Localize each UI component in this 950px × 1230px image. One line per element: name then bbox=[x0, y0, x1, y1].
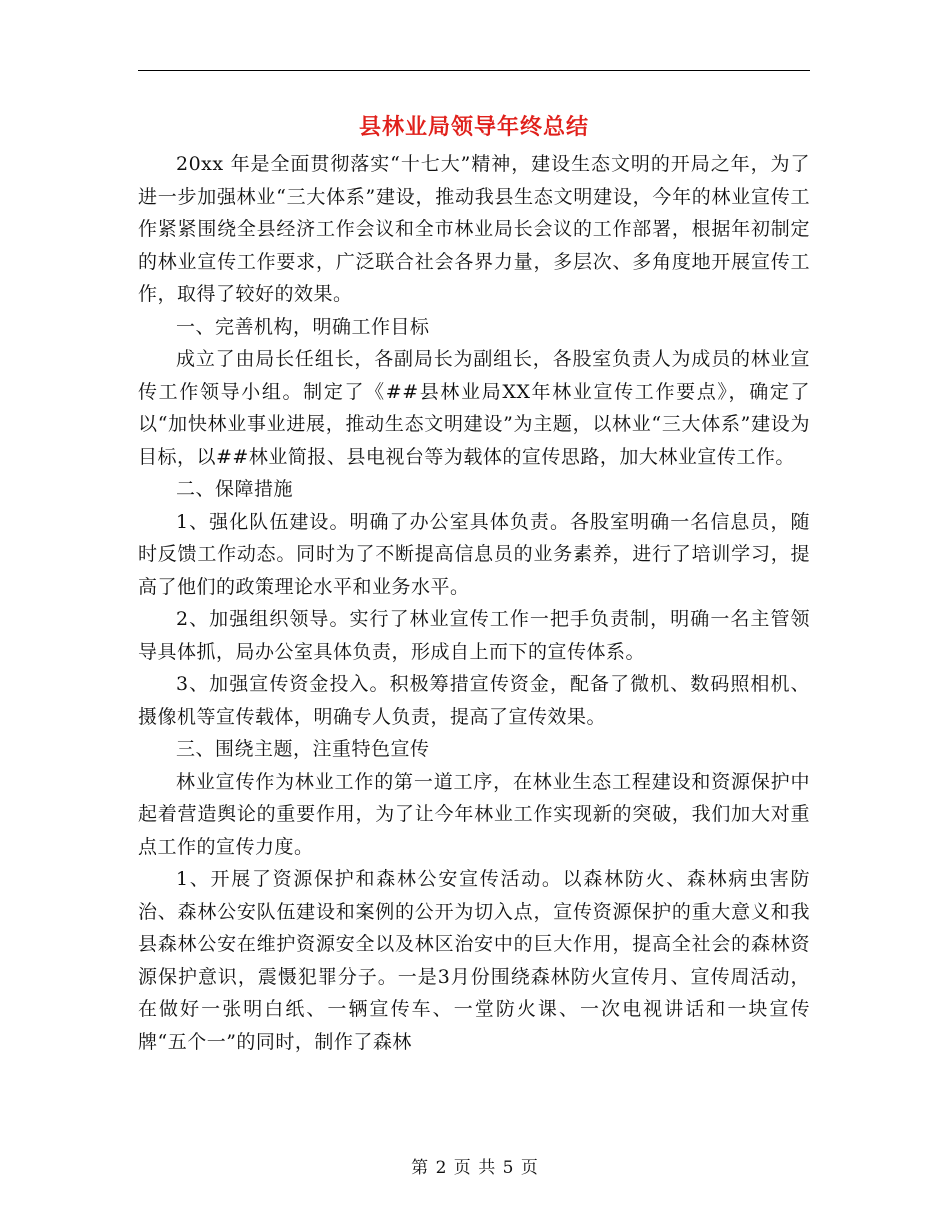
header-rule bbox=[138, 70, 810, 71]
paragraph-activity-1: 1、开展了资源保护和森林公安宣传活动。以森林防火、森林病虫害防治、森林公安队伍建设和案例的公开为切入点，宣传资源保护的重大意义和我县森林公安在维护资源安全以及林区治安中的巨大作用，提高全社会的森林资源保护意识，震慑犯罪分子。一是3月份围绕森林防火宣传月、宣传周活动，在做好一张明白纸、一辆宣传车、一堂防火课、一次电视讲话和一块宣传牌“五个一”的同时，制作了森林 bbox=[138, 868, 810, 1053]
document-body bbox=[138, 148, 810, 1058]
paragraph-measure-1: 1、强化队伍建设。明确了办公室具体负责。各股室明确一名信息员，随时反馈工作动态。同时为了不断提高信息员的业务素养，进行了培训学习，提高了他们的政策理论水平和业务水平。 bbox=[138, 510, 810, 598]
section-heading-3: 三、围绕主题，注重特色宣传 bbox=[176, 738, 430, 760]
page-number: 第 2 页 共 5 页 bbox=[411, 1158, 539, 1178]
paragraph-section-1: 成立了由局长任组长，各副局长为副组长，各股室负责人为成员的林业宣传工作领导小组。制定了《##县林业局XX年林业宣传工作要点》，确定了以“加快林业事业进展，推动生态文明建设”为主题，以林业“三大体系”建设为目标，以##林业简报、县电视台等为载体的宣传思路，加大林业宣传工作。 bbox=[138, 348, 810, 468]
paragraph-intro: 20xx 年是全面贯彻落实“十七大”精神，建设生态文明的开局之年，为了进一步加强林业“三大体系”建设，推动我县生态文明建设，今年的林业宣传工作紧紧围绕全县经济工作会议和全市林业局长会议的工作部署，根据年初制定的林业宣传工作要求，广泛联合社会各界力量，多层次、多角度地开展宣传工作，取得了较好的效果。 bbox=[138, 153, 810, 305]
paragraph-measure-2: 2、加强组织领导。实行了林业宣传工作一把手负责制，明确一名主管领导具体抓，局办公室具体负责，形成自上而下的宣传体系。 bbox=[138, 608, 810, 663]
section-heading-2: 二、保障措施 bbox=[176, 478, 294, 500]
section-heading-1: 一、完善机构，明确工作目标 bbox=[176, 315, 430, 338]
paragraph-measure-3: 3、加强宣传资金投入。积极筹措宣传资金，配备了微机、数码照相机、摄像机等宣传载体，明确专人负责，提高了宣传效果。 bbox=[138, 673, 810, 728]
paragraph-section-3: 林业宣传作为林业工作的第一道工序，在林业生态工程建设和资源保护中起着营造舆论的重要作用，为了让今年林业工作实现新的突破，我们加大对重点工作的宣传力度。 bbox=[138, 770, 810, 858]
document-title: 县林业局领导年终总结 bbox=[358, 114, 589, 140]
